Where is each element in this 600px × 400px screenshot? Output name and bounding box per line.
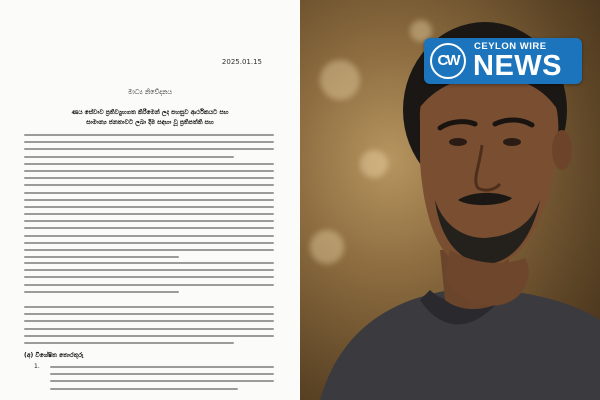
document-paragraph <box>24 262 274 298</box>
document-date: 2025.01.15 <box>221 58 262 66</box>
document-section-heading: (අ) විශේෂිත තොරතුරු <box>24 352 84 359</box>
list-item-number: 1. <box>34 363 40 370</box>
document-title-line: සාමාන්‍ය ජනතාවට ලබා දීම සඳහා වූ ප්‍රතිපත්ති සහ <box>86 119 214 126</box>
list-item-text <box>50 366 274 395</box>
document-title <box>34 108 266 128</box>
ceylon-wire-news-logo <box>424 38 582 84</box>
logo-top-text: CEYLON WIRE <box>474 41 547 52</box>
cw-logo-mark: CW <box>430 43 466 79</box>
document-paragraph <box>24 306 274 349</box>
document-heading: මාධ්‍ය නිවේදනය <box>127 88 173 96</box>
document-paragraph <box>24 134 274 263</box>
document-title-line: ණය සේවාව ප්‍රතිව්‍යුහගත කිරීමෙන් ලද පහසුව ආර්ථිකයට සහ <box>71 109 229 116</box>
logo-bottom-text: NEWS <box>473 50 562 82</box>
